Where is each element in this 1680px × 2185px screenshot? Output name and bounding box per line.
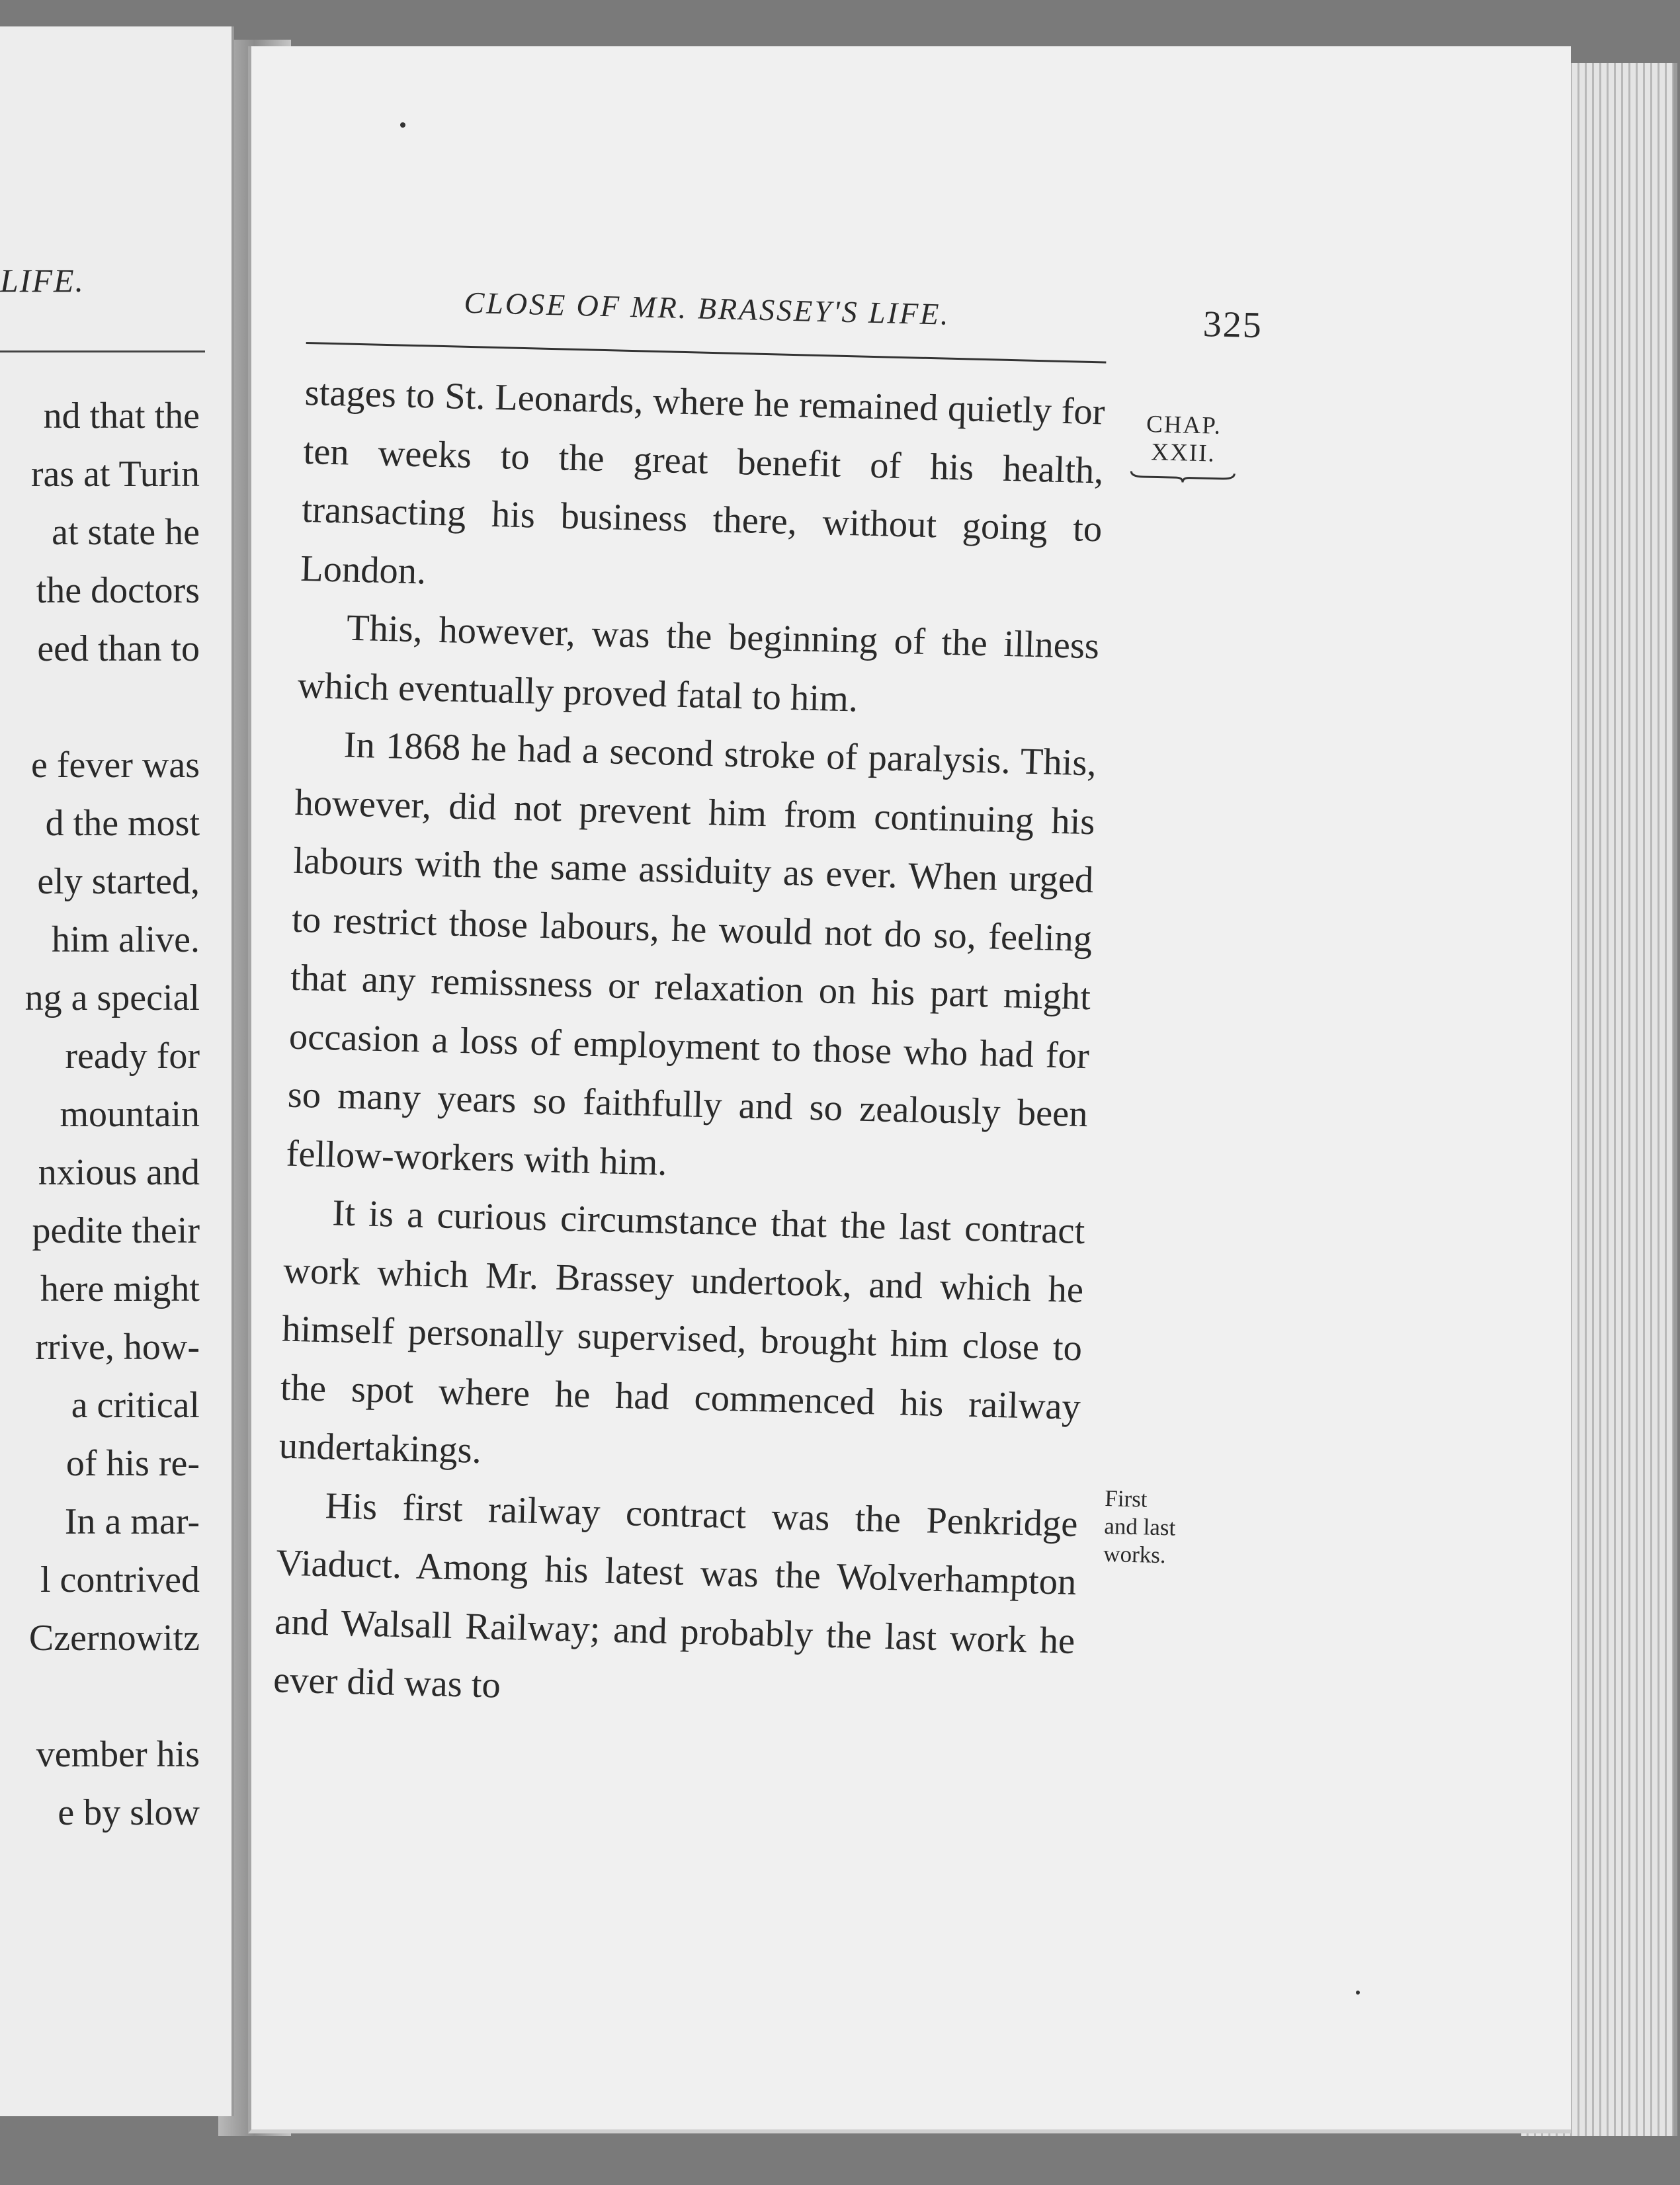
text-line: d the most [45,803,200,844]
text-line: ely started, [37,861,200,902]
text-line: of his re- [65,1443,200,1484]
left-head-rule [0,350,205,352]
text-line [25,1667,200,1725]
text-line: a critical [71,1385,200,1426]
chapter-margin-note [1126,410,1241,484]
text-line: nxious and [38,1152,200,1193]
side-note-line: works. [1103,1540,1167,1569]
text-line [25,678,200,736]
text-line: e fever was [31,745,200,786]
page-content [273,281,1425,1706]
text-line: nd that the [43,395,200,436]
text-line: mountain [60,1094,200,1135]
chapter-label: CHAP. [1146,411,1222,440]
text-line: In a mar- [64,1501,200,1542]
body-text [273,364,1105,1729]
paragraph: This, however, was the beginning of the illness which eventually proved fatal to him. [297,607,1100,720]
side-note-line: First [1104,1485,1148,1512]
paragraph: His first railway contract was the Penkridge Viaduct. Among his latest was the Wolverhampton and Walsall Railway; and probably the last work he ever did was to [273,1485,1079,1706]
side-note-line: and last [1103,1512,1176,1541]
left-running-head: LIFE. [0,262,85,299]
text-line: here might [40,1268,200,1309]
paragraph: In 1868 he had a second stroke of paralysis. This, however, did not prevent him from continuing his labours with the same assiduity as ever. When urged to restrict those labours, he would not do so, feeling that any remissness or relaxation on his part might occasion a loss of employment to those who had for so many years so faithfully and so zealously been fellow-workers with him. [286,724,1097,1184]
text-line: ng a special [24,977,200,1018]
ink-speck [1356,1991,1360,1995]
page-number: 325 [1202,304,1263,347]
left-page [0,26,234,2116]
text-line: ready for [65,1036,200,1077]
text-line: Czernowitz [28,1618,200,1659]
text-line: eed than to [37,628,200,669]
running-head: CLOSE OF MR. BRASSEY'S LIFE. [464,285,951,331]
head-rule [306,342,1107,364]
paragraph: It is a curious circumstance that the last contract work which Mr. Brassey undertook, and which he himself personally supervised, brought him close to the spot where he had commenced his railway undertakings. [278,1192,1085,1471]
right-page [248,46,1571,2133]
text-line: the doctors [36,570,200,611]
brace-icon [1130,470,1236,484]
chapter-number: XXII. [1150,438,1216,468]
text-line: vember his [36,1734,200,1775]
paragraph: stages to St. Leonards, where he remained quietly for ten weeks to the great benefit of his health, transacting his business there, without going to London. [300,372,1106,593]
text-line: e by slow [58,1792,200,1833]
ink-speck [400,122,405,128]
works-margin-note [1103,1485,1177,1570]
text-line: rrive, how- [35,1327,200,1368]
left-page-text [25,387,200,1842]
text-line: him alive. [52,919,200,960]
text-line: pedite their [32,1210,200,1251]
text-line: l contrived [40,1559,200,1600]
text-line: ras at Turin [30,454,200,495]
text-line: at state he [52,512,200,553]
